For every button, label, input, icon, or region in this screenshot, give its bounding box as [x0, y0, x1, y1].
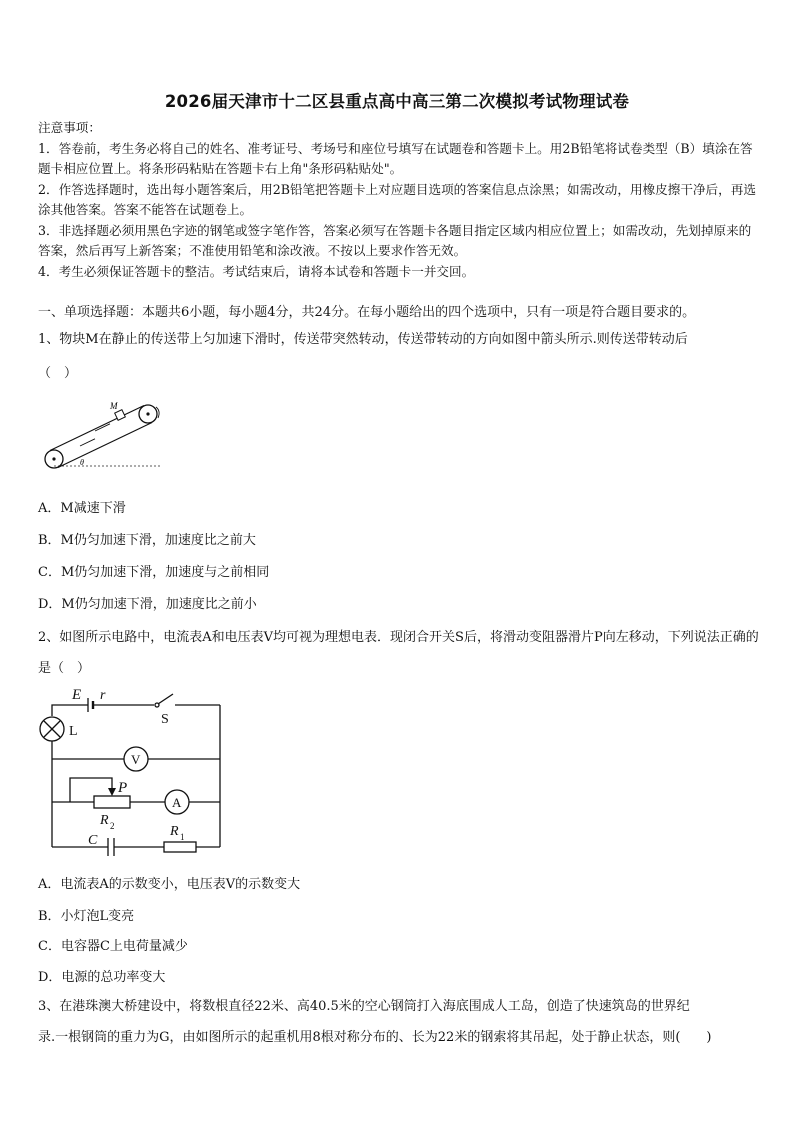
conveyor-belt-figure [40, 396, 175, 474]
notes-section [38, 118, 758, 282]
q1-answer-paren: （ ） [38, 366, 78, 381]
note-item-2: 2．作答选择题时，选出每小题答案后，用2B铅笔把答题卡上对应题目选项的答案信息点涂黑；如需改动，用橡皮擦干净后，再选涂其他答案。答案不能答在试题卷上。 [38, 181, 756, 217]
resistor-r1 [164, 842, 196, 852]
q1-option-b: B．M仍匀加速下滑，加速度比之前大 [38, 533, 256, 548]
angle-label: θ [80, 458, 84, 467]
slider-arrow-icon [108, 788, 116, 796]
q1-option-c: C．M仍匀加速下滑，加速度与之前相同 [38, 565, 270, 580]
internal-r-label: r [100, 688, 106, 703]
ammeter-label: A [172, 795, 182, 810]
notes-heading: 注意事项： [38, 120, 101, 135]
q1-option-d: D．M仍匀加速下滑，加速度比之前小 [38, 597, 257, 612]
belt-arrow-2 [80, 439, 95, 446]
slider-wire [70, 778, 112, 802]
r2-label: R [100, 813, 109, 828]
q1-stem: 1、物块M在静止的传送带上匀加速下滑时，传送带突然转动，传送带转动的方向如图中箭头所示.则传送带转动后 [38, 332, 688, 347]
lamp-label: L [69, 724, 78, 739]
capacitor-label: C [88, 833, 98, 848]
section-heading: 一、单项选择题：本题共6小题，每小题4分，共24分。在每小题给出的四个选项中，只有一项是符合题目要求的。 [38, 305, 696, 320]
voltmeter-label: V [131, 752, 141, 767]
q2-option-a: A．电流表A的示数变小，电压表V的示数变大 [38, 877, 301, 892]
r2-subscript: 2 [110, 821, 115, 831]
q2-option-d: D．电源的总功率变大 [38, 970, 166, 985]
circuit-figure [36, 684, 226, 862]
emf-label: E [72, 687, 82, 703]
q2-option-b: B．小灯泡L变亮 [38, 909, 135, 924]
switch-label: S [161, 712, 169, 727]
switch-blade [158, 694, 173, 704]
slider-label: P [118, 780, 128, 796]
q2-stem: 2、如图所示电路中，电流表A和电压表V均可视为理想电表．现闭合开关S后，将滑动变阻器滑片P向左移动，下列说法正确的是（ ） [38, 630, 759, 676]
wire-top-left [52, 705, 88, 716]
q1-option-a: A．M减速下滑 [38, 501, 126, 516]
rheostat-r2 [94, 796, 130, 808]
r1-subscript: 1 [180, 832, 185, 842]
note-item-1: 1．答卷前，考生务必将自己的姓名、准考证号、考场号和座位号填写在试题卷和答题卡上。用2B铅笔将试卷类型（B）填涂在答题卡相应位置上。将条形码粘贴在答题卡右上角"条形码粘贴处"。 [38, 140, 753, 176]
belt-bottom [58, 423, 152, 468]
q2-option-c: C．电容器C上电荷量减少 [38, 939, 188, 954]
exam-title: 2026届天津市十二区县重点高中高三第二次模拟考试物理试卷 [164, 92, 630, 111]
q3-stem-line2: 录.一根钢筒的重力为G，由如图所示的起重机用8根对称分布的、长为22米的钢索将其吊起，处于静止状态，则( ) [38, 1030, 712, 1045]
r1-label: R [170, 824, 179, 839]
q3-stem-line1: 3、在港珠澳大桥建设中，将数根直径22米、高40.5米的空心钢筒打入海底围成人工岛，创造了快速筑岛的世界纪 [38, 999, 690, 1014]
note-item-3: 3．非选择题必须用黑色字迹的钢笔或签字笔作答，答案必须写在答题卡各题目指定区域内相应位置上；如需改动，先划掉原来的答案，然后再写上新答案；不准使用铅笔和涂改液。不按以上要求作答无效。 [38, 222, 752, 258]
belt-top [50, 406, 144, 451]
note-item-4: 4．考生必须保证答题卡的整洁。考试结束后，请将本试卷和答题卡一并交回。 [38, 263, 475, 279]
mass-label: M [110, 401, 118, 411]
